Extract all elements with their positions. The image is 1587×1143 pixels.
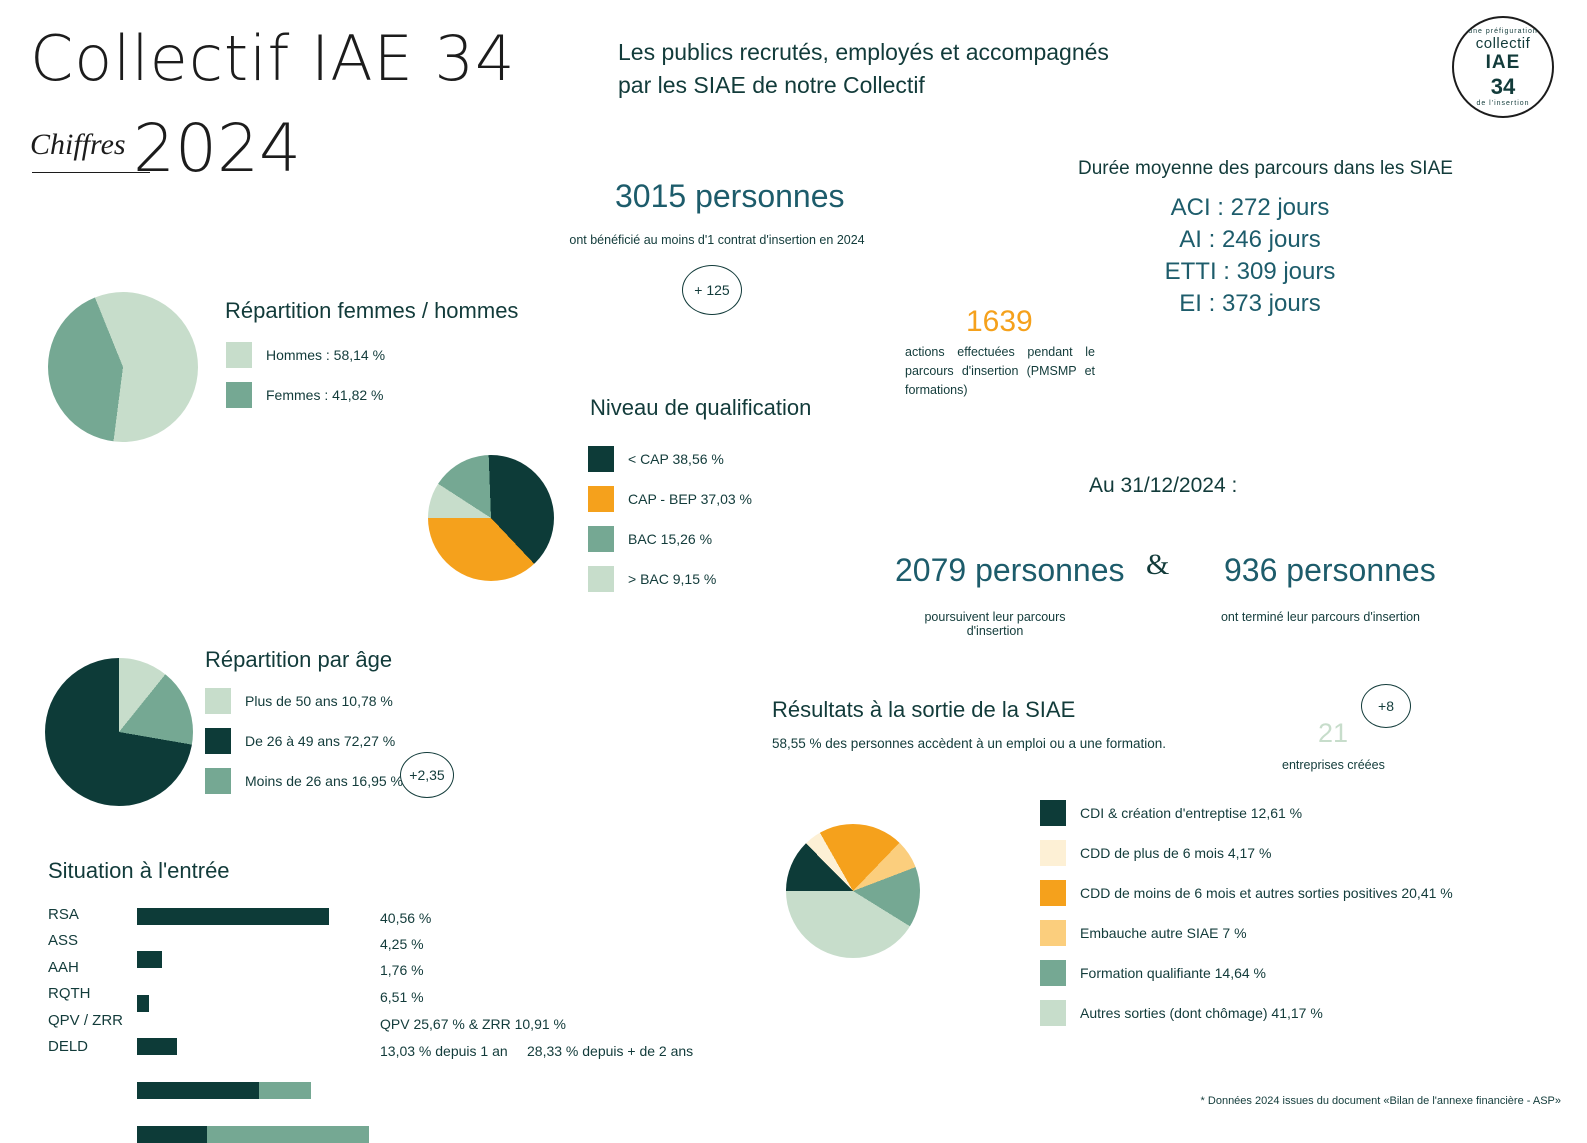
legend-item (588, 566, 948, 592)
duree-item-etti: ETTI : 309 jours (1164, 258, 1336, 285)
logo-line1: collectif (1475, 34, 1531, 52)
swatch-embauche-siae (1040, 920, 1066, 946)
bar-label-ass: ASS (48, 932, 79, 949)
bar-seg-aah (137, 995, 149, 1012)
logo-top-text: une préfiguration (1468, 27, 1538, 35)
page-title: Collectif IAE 34 (30, 22, 516, 95)
bar-value-deld: 13,03 % depuis 1 an (380, 1043, 508, 1059)
duree-title: Durée moyenne des parcours dans les SIAE (1078, 158, 1453, 179)
entreprises-caption: entreprises créées (1282, 758, 1385, 772)
legend-item (588, 526, 948, 552)
header-subtitle-line2: par les SIAE de notre Collectif (618, 72, 925, 98)
swatch-bac (588, 526, 614, 552)
au31-title: Au 31/12/2024 : (1089, 474, 1238, 497)
actions-value: 1639 (966, 305, 1033, 338)
au31-left-value: 2079 personnes (895, 552, 1125, 588)
legend-label-plus-50: Plus de 50 ans 10,78 % (245, 693, 393, 709)
logo (1452, 16, 1554, 118)
bar-label-rsa: RSA (48, 906, 79, 923)
beneficiaires-value: 3015 personnes (615, 178, 845, 214)
legend-item (205, 688, 605, 714)
swatch-plus-bac (588, 566, 614, 592)
bar-value-rsa: 40,56 % (380, 910, 432, 926)
pie-resultats (786, 824, 920, 958)
bar-row (48, 932, 78, 950)
legend-label-autres-sorties: Autres sorties (dont chômage) 41,17 % (1080, 1005, 1323, 1021)
bar-label-qpv-zrr: QPV / ZRR (48, 1012, 124, 1029)
bar-value-ass: 4,25 % (380, 936, 424, 952)
bar-value-deld-extra: 28,33 % depuis + de 2 ans (527, 1043, 694, 1059)
legend-item (1040, 1000, 1560, 1026)
entreprises-badge: +8 (1361, 684, 1411, 728)
duree-item-ai: AI : 246 jours (1179, 226, 1321, 253)
bar-seg-ass (137, 951, 162, 968)
header-subtitle (618, 36, 1109, 102)
legend-label-plus-bac: > BAC 9,15 % (628, 571, 717, 587)
legend-item (205, 728, 605, 754)
legend-resultats (1040, 800, 1560, 1040)
chiffres-label: Chiffres (30, 128, 126, 161)
legend-qualification (588, 446, 948, 606)
bar-value-rqth: 6,51 % (380, 989, 424, 1005)
legend-item (1040, 800, 1560, 826)
beneficiaires-badge: + 125 (682, 265, 742, 315)
legend-label-cdd-moins-6: CDD de moins de 6 mois et autres sorties positives 20,41 % (1080, 885, 1453, 901)
footnote: * Données 2024 issues du document «Bilan de l'annexe financière - ASP» (1200, 1095, 1561, 1107)
legend-item (226, 382, 546, 408)
bar-row (48, 1038, 88, 1056)
legend-label-formation: Formation qualifiante 14,64 % (1080, 965, 1266, 981)
logo-bottom-text: de l'insertion (1476, 99, 1530, 107)
swatch-moins-cap (588, 446, 614, 472)
swatch-plus-50 (205, 688, 231, 714)
bar-label-deld: DELD (48, 1038, 89, 1055)
legend-item (588, 486, 948, 512)
beneficiaires-caption: ont bénéficié au moins d'1 contrat d'insertion en 2024 (569, 233, 865, 247)
bar-seg-rsa (137, 908, 329, 925)
bar-label-rqth: RQTH (48, 985, 91, 1002)
pie-age (45, 658, 193, 806)
entreprises-value: 21 (1318, 718, 1349, 748)
swatch-moins-26 (205, 768, 231, 794)
pie-femmes-hommes (25, 269, 220, 464)
legend-age (205, 688, 605, 808)
bar-row (48, 1012, 123, 1030)
swatch-cdd-plus-6 (1040, 840, 1066, 866)
bar-track-aah (137, 995, 537, 1012)
bar-row (48, 906, 79, 924)
legend-item (1040, 920, 1560, 946)
legend-label-cdd-plus-6: CDD de plus de 6 mois 4,17 % (1080, 845, 1272, 861)
bar-label-aah: AAH (48, 959, 79, 976)
logo-line3: 34 (1490, 73, 1516, 99)
duree-item-ei: EI : 373 jours (1179, 290, 1321, 317)
swatch-autres-sorties (1040, 1000, 1066, 1026)
bar-seg-deld-2ans (207, 1126, 369, 1143)
legend-label-26-49: De 26 à 49 ans 72,27 % (245, 733, 396, 749)
legend-label-hommes: Hommes : 58,14 % (266, 347, 386, 363)
legend-label-embauche-siae: Embauche autre SIAE 7 % (1080, 925, 1247, 941)
actions-caption: actions effectuées pendant le parcours d'insertion (PMSMP et formations) (905, 345, 1095, 397)
bar-row (48, 985, 91, 1003)
logo-line2: IAE (1485, 51, 1521, 73)
bar-seg-deld-1an (137, 1126, 207, 1143)
pie-qualification (428, 455, 554, 581)
swatch-cdi (1040, 800, 1066, 826)
swatch-formation (1040, 960, 1066, 986)
chart-title-situation: Situation à l'entrée (48, 858, 230, 883)
legend-label-femmes: Femmes : 41,82 % (266, 387, 384, 403)
bar-track-deld (137, 1126, 537, 1143)
au31-right-caption: ont terminé leur parcours d'insertion (1220, 610, 1420, 624)
chart-title-resultats: Résultats à la sortie de la SIAE (772, 697, 1076, 722)
age-badge: +2,35 (400, 752, 454, 798)
bar-track-qpv-zrr (137, 1082, 537, 1099)
swatch-femmes (226, 382, 252, 408)
legend-label-moins-26: Moins de 26 ans 16,95 % (245, 773, 403, 789)
legend-label-cdi: CDI & création d'entreptise 12,61 % (1080, 805, 1303, 821)
bar-track-ass (137, 951, 537, 968)
au31-left-caption: poursuivent leur parcours d'insertion (924, 610, 1066, 638)
bar-value-qpv-zrr: QPV 25,67 % & ZRR 10,91 % (380, 1016, 566, 1032)
bar-value-aah: 1,76 % (380, 962, 424, 978)
chart-title-qualification: Niveau de qualification (590, 395, 812, 420)
bar-seg-qpv (137, 1082, 259, 1099)
bar-track-rsa (137, 908, 537, 925)
au31-ampersand: & (1146, 548, 1170, 581)
legend-item (588, 446, 948, 472)
au31-right-value: 936 personnes (1224, 552, 1436, 588)
legend-item (226, 342, 546, 368)
chart-title-age: Répartition par âge (205, 647, 393, 672)
resultats-caption: 58,55 % des personnes accèdent à un emploi ou a une formation. (772, 736, 1167, 751)
legend-label-moins-cap: < CAP 38,56 % (628, 451, 724, 467)
legend-femmes-hommes (226, 342, 546, 422)
swatch-26-49 (205, 728, 231, 754)
duree-item-aci: ACI : 272 jours (1170, 194, 1330, 221)
legend-item (1040, 840, 1560, 866)
legend-label-cap-bep: CAP - BEP 37,03 % (628, 491, 752, 507)
chart-title-femmes-hommes: Répartition femmes / hommes (225, 298, 519, 323)
bar-seg-rqth (137, 1038, 177, 1055)
swatch-cap-bep (588, 486, 614, 512)
bar-row (48, 959, 79, 977)
year-label: 2024 (133, 110, 301, 187)
swatch-cdd-moins-6 (1040, 880, 1066, 906)
swatch-hommes (226, 342, 252, 368)
legend-item (1040, 960, 1560, 986)
header-subtitle-line1: Les publics recrutés, employés et accompagnés (618, 39, 1109, 65)
bar-seg-zrr (259, 1082, 311, 1099)
legend-label-bac: BAC 15,26 % (628, 531, 713, 547)
legend-item (1040, 880, 1560, 906)
